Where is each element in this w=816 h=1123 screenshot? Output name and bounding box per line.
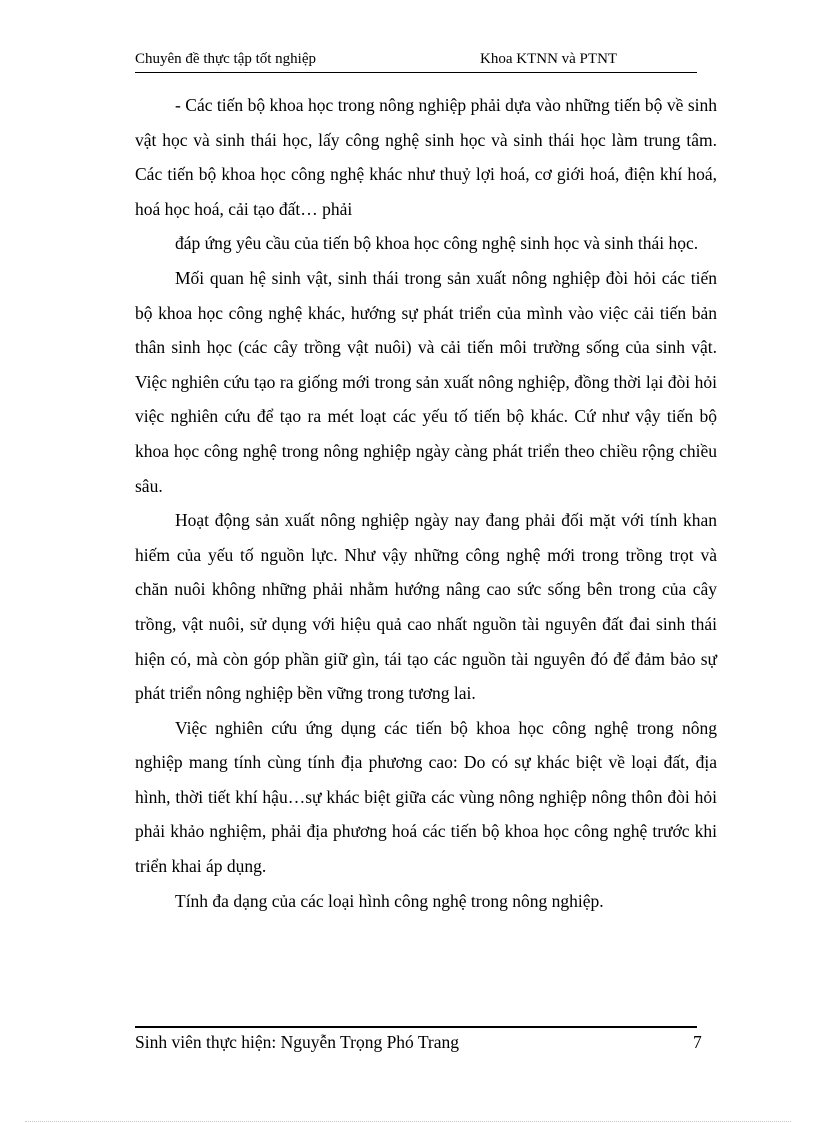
paragraph: đáp ứng yêu cầu của tiến bộ khoa học công nghệ sinh học và sinh thái học. (175, 233, 699, 254)
paragraph: Hoạt động sản xuất nông nghiệp ngày nay đang phải đối mặt với tính khan hiếm của yếu tố nguồn lực. Như vậy những công nghệ mới trong trồng trọt và chăn nuôi không những phải nhằm hướng nâng cao sức sống bên trong của cây trồng, vật nuôi, sử dụng với hiệu quả cao nhất nguồn tài nguyên đất đai sinh thái hiện có, mà còn góp phần giữ gìn, tái tạo các nguồn tài nguyên đó để đảm bảo sự phát triển nông nghiệp bền vững trong tương lai. (135, 510, 717, 704)
footer-author: Sinh viên thực hiện: Nguyễn Trọng Phó Trang (135, 1032, 460, 1052)
paragraph: Tính đa dạng của các loại hình công nghệ trong nông nghiệp. (175, 890, 604, 911)
footer-divider (135, 1026, 697, 1028)
paragraph: Việc nghiên cứu ứng dụng các tiến bộ khoa học công nghệ trong nông nghiệp mang tính cùng tính địa phương cao: Do có sự khác biệt về loại đất, địa hình, thời tiết khí hậu…sự khác biệt giữa các vùng nông nghiệp nông thôn đòi hỏi phải khảo nghiệm, phải địa phương hoá các tiến bộ khoa học công nghệ trước khi triển khai áp dụng. (135, 717, 717, 877)
header-faculty-name: Khoa KTNN và PTNT (480, 51, 618, 67)
header-divider (135, 72, 697, 73)
page-edge-divider (25, 1121, 791, 1122)
page-number: 7 (693, 1032, 702, 1052)
document-body (135, 88, 717, 918)
page-header (135, 50, 697, 68)
paragraph: Mối quan hệ sinh vật, sinh thái trong sản xuất nông nghiệp đòi hỏi các tiến bộ khoa học công nghệ khác, hướng sự phát triển của mình vào việc cải tiến bản thân sinh học (các cây trồng vật nuôi) và cải tiến môi trường sống của sinh vật. Việc nghiên cứu tạo ra giống mới trong sản xuất nông nghiệp, đồng thời lại đòi hỏi việc nghiên cứu để tạo ra mét loạt các yếu tố tiến bộ khác. Cứ như vậy tiến bộ khoa học công nghệ trong nông nghiệp ngày càng phát triển theo chiều rộng chiều sâu. (135, 267, 717, 496)
paragraph: - Các tiến bộ khoa học trong nông nghiệp phải dựa vào những tiến bộ về sinh vật học và sinh thái học, lấy công nghệ sinh học và sinh thái học làm trung tâm. Các tiến bộ khoa học công nghệ khác như thuỷ lợi hoá, cơ giới hoá, điện khí hoá, hoá học hoá, cải tạo đất… phải (135, 95, 717, 219)
header-document-title: Chuyên đề thực tập tốt nghiệp (135, 51, 317, 67)
